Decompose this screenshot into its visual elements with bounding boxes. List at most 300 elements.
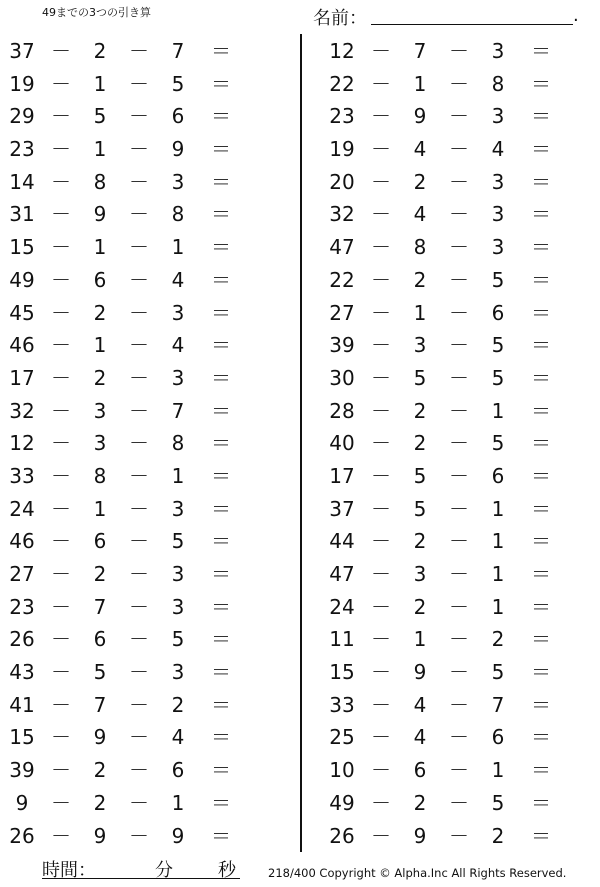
problem-row xyxy=(0,133,280,166)
minus-sign: － xyxy=(51,627,71,652)
equals-sign: ＝ xyxy=(531,660,551,685)
minus-sign: － xyxy=(129,463,149,488)
minus-sign: － xyxy=(51,398,71,423)
problem-row xyxy=(320,460,600,493)
minuend: 15 xyxy=(9,235,35,260)
problem-row xyxy=(0,100,280,133)
minus-sign: － xyxy=(129,431,149,456)
subtrahend-2: 5 xyxy=(491,365,505,390)
problem-row xyxy=(0,297,280,330)
problem-row xyxy=(320,689,600,722)
subtrahend-2: 3 xyxy=(491,104,505,129)
subtrahend-2: 5 xyxy=(171,627,185,652)
seconds-label: 秒 xyxy=(218,860,236,881)
equals-sign: ＝ xyxy=(531,823,551,848)
problem-row xyxy=(0,787,280,820)
equals-sign: ＝ xyxy=(531,235,551,260)
minuend: 17 xyxy=(329,463,355,488)
subtrahend-1: 4 xyxy=(413,692,427,717)
problem-row xyxy=(0,68,280,101)
minus-sign: － xyxy=(449,137,469,162)
subtrahend-2: 3 xyxy=(171,660,185,685)
subtrahend-2: 8 xyxy=(171,431,185,456)
problem-row xyxy=(320,623,600,656)
subtrahend-1: 9 xyxy=(93,725,107,750)
subtrahend-1: 2 xyxy=(413,529,427,554)
subtrahend-1: 7 xyxy=(93,594,107,619)
subtrahend-1: 3 xyxy=(413,333,427,358)
minus-sign: － xyxy=(51,431,71,456)
minus-sign: － xyxy=(371,398,391,423)
minuend: 12 xyxy=(329,39,355,63)
equals-sign: ＝ xyxy=(531,725,551,750)
minuend: 29 xyxy=(9,104,35,129)
minus-sign: － xyxy=(51,235,71,260)
minuend: 14 xyxy=(9,169,35,194)
subtrahend-1: 2 xyxy=(413,169,427,194)
minus-sign: － xyxy=(371,39,391,63)
minuend: 37 xyxy=(329,496,355,521)
problem-row xyxy=(0,264,280,297)
equals-sign: ＝ xyxy=(211,267,231,292)
subtrahend-1: 2 xyxy=(413,398,427,423)
minuend: 32 xyxy=(9,398,35,423)
minuend: 26 xyxy=(9,627,35,652)
minuend: 40 xyxy=(329,431,355,456)
subtrahend-2: 6 xyxy=(491,463,505,488)
equals-sign: ＝ xyxy=(531,169,551,194)
subtrahend-1: 8 xyxy=(93,463,107,488)
subtrahend-2: 8 xyxy=(171,202,185,227)
subtrahend-1: 1 xyxy=(93,71,107,96)
minus-sign: － xyxy=(371,365,391,390)
subtrahend-1: 2 xyxy=(93,300,107,325)
minus-sign: － xyxy=(449,104,469,129)
subtrahend-2: 3 xyxy=(491,169,505,194)
minus-sign: － xyxy=(449,267,469,292)
minus-sign: － xyxy=(449,39,469,63)
minus-sign: － xyxy=(51,594,71,619)
equals-sign: ＝ xyxy=(531,398,551,423)
subtrahend-1: 2 xyxy=(413,431,427,456)
problem-row xyxy=(0,721,280,754)
problem-row xyxy=(0,231,280,264)
minus-sign: － xyxy=(449,496,469,521)
problem-row xyxy=(320,133,600,166)
subtrahend-2: 6 xyxy=(171,758,185,783)
equals-sign: ＝ xyxy=(531,71,551,96)
subtrahend-1: 1 xyxy=(413,627,427,652)
minus-sign: － xyxy=(51,758,71,783)
minus-sign: － xyxy=(371,496,391,521)
minuend: 10 xyxy=(329,758,355,783)
minuend: 49 xyxy=(9,267,35,292)
minus-sign: － xyxy=(129,758,149,783)
problem-row xyxy=(320,591,600,624)
problem-row xyxy=(0,362,280,395)
equals-sign: ＝ xyxy=(211,365,231,390)
subtrahend-2: 4 xyxy=(171,267,185,292)
minus-sign: － xyxy=(371,333,391,358)
subtrahend-2: 1 xyxy=(491,496,505,521)
subtrahend-2: 3 xyxy=(171,496,185,521)
minus-sign: － xyxy=(51,300,71,325)
column-divider xyxy=(300,34,302,852)
equals-sign: ＝ xyxy=(531,300,551,325)
subtrahend-2: 5 xyxy=(171,71,185,96)
problem-row xyxy=(320,35,600,68)
subtrahend-2: 4 xyxy=(171,333,185,358)
problem-row xyxy=(0,329,280,362)
problem-row xyxy=(320,100,600,133)
problem-row xyxy=(320,721,600,754)
subtrahend-1: 5 xyxy=(413,463,427,488)
subtrahend-2: 1 xyxy=(171,235,185,260)
subtrahend-2: 1 xyxy=(491,398,505,423)
subtrahend-1: 3 xyxy=(93,398,107,423)
minus-sign: － xyxy=(371,300,391,325)
subtrahend-2: 6 xyxy=(491,725,505,750)
minus-sign: － xyxy=(449,529,469,554)
problem-row xyxy=(320,525,600,558)
minuend: 47 xyxy=(329,235,355,260)
subtrahend-2: 5 xyxy=(171,529,185,554)
problem-row xyxy=(0,198,280,231)
minuend: 32 xyxy=(329,202,355,227)
subtrahend-2: 1 xyxy=(491,758,505,783)
minus-sign: － xyxy=(129,169,149,194)
minus-sign: － xyxy=(51,202,71,227)
minus-sign: － xyxy=(129,823,149,848)
minus-sign: － xyxy=(449,71,469,96)
subtrahend-2: 9 xyxy=(171,137,185,162)
minuend: 17 xyxy=(9,365,35,390)
minus-sign: － xyxy=(129,692,149,717)
minuend: 49 xyxy=(329,790,355,815)
minus-sign: － xyxy=(449,725,469,750)
minus-sign: － xyxy=(449,365,469,390)
problem-row xyxy=(320,427,600,460)
minus-sign: － xyxy=(51,529,71,554)
minus-sign: － xyxy=(371,431,391,456)
minuend: 44 xyxy=(329,529,355,554)
subtrahend-1: 5 xyxy=(93,104,107,129)
minus-sign: － xyxy=(371,104,391,129)
minuend: 27 xyxy=(9,562,35,586)
minuend: 28 xyxy=(329,398,355,423)
left-problem-column xyxy=(0,35,280,852)
equals-sign: ＝ xyxy=(211,137,231,162)
minus-sign: － xyxy=(129,333,149,358)
problem-row xyxy=(0,558,280,591)
subtrahend-2: 7 xyxy=(171,398,185,423)
subtrahend-1: 9 xyxy=(93,202,107,227)
equals-sign: ＝ xyxy=(211,790,231,815)
minus-sign: － xyxy=(371,169,391,194)
minuend: 25 xyxy=(329,725,355,750)
minus-sign: － xyxy=(51,365,71,390)
minus-sign: － xyxy=(371,758,391,783)
subtrahend-1: 1 xyxy=(93,496,107,521)
subtrahend-2: 4 xyxy=(171,725,185,750)
minus-sign: － xyxy=(51,104,71,129)
subtrahend-2: 3 xyxy=(171,300,185,325)
subtrahend-1: 1 xyxy=(93,333,107,358)
equals-sign: ＝ xyxy=(531,627,551,652)
minuend: 24 xyxy=(329,594,355,619)
minus-sign: － xyxy=(129,627,149,652)
minutes-label: 分 xyxy=(155,860,173,881)
minus-sign: － xyxy=(51,660,71,685)
problem-row xyxy=(320,198,600,231)
problem-row xyxy=(320,493,600,526)
minus-sign: － xyxy=(51,169,71,194)
subtrahend-1: 5 xyxy=(93,660,107,685)
minus-sign: － xyxy=(129,202,149,227)
minus-sign: － xyxy=(51,790,71,815)
equals-sign: ＝ xyxy=(531,562,551,586)
problem-row xyxy=(320,754,600,787)
minuend: 23 xyxy=(9,137,35,162)
equals-sign: ＝ xyxy=(211,692,231,717)
minuend: 31 xyxy=(9,202,35,227)
minus-sign: － xyxy=(129,235,149,260)
subtrahend-2: 1 xyxy=(491,562,505,586)
minus-sign: － xyxy=(449,202,469,227)
equals-sign: ＝ xyxy=(211,660,231,685)
page-copyright: 218/400 Copyright © Alpha.Inc All Rights Reserved. xyxy=(268,866,567,880)
problem-row xyxy=(0,656,280,689)
subtrahend-1: 1 xyxy=(413,300,427,325)
subtrahend-2: 1 xyxy=(171,463,185,488)
equals-sign: ＝ xyxy=(531,333,551,358)
minus-sign: － xyxy=(129,267,149,292)
minuend: 9 xyxy=(15,790,29,815)
subtrahend-1: 1 xyxy=(93,137,107,162)
equals-sign: ＝ xyxy=(531,365,551,390)
equals-sign: ＝ xyxy=(211,594,231,619)
minus-sign: － xyxy=(129,365,149,390)
subtrahend-2: 9 xyxy=(171,823,185,848)
subtrahend-2: 6 xyxy=(491,300,505,325)
minuend: 20 xyxy=(329,169,355,194)
problem-row xyxy=(0,623,280,656)
problem-row xyxy=(320,231,600,264)
minus-sign: － xyxy=(51,692,71,717)
problem-row xyxy=(320,166,600,199)
minuend: 46 xyxy=(9,529,35,554)
equals-sign: ＝ xyxy=(531,39,551,63)
subtrahend-2: 3 xyxy=(491,39,505,63)
equals-sign: ＝ xyxy=(211,463,231,488)
subtrahend-2: 5 xyxy=(491,660,505,685)
minuend: 41 xyxy=(9,692,35,717)
minuend: 45 xyxy=(9,300,35,325)
subtrahend-1: 1 xyxy=(413,71,427,96)
problem-row xyxy=(320,820,600,853)
minus-sign: － xyxy=(51,823,71,848)
subtrahend-1: 2 xyxy=(93,758,107,783)
subtrahend-2: 3 xyxy=(171,594,185,619)
minuend: 19 xyxy=(329,137,355,162)
minus-sign: － xyxy=(449,660,469,685)
minus-sign: － xyxy=(129,594,149,619)
minus-sign: － xyxy=(129,137,149,162)
minus-sign: － xyxy=(51,39,71,63)
subtrahend-2: 1 xyxy=(491,594,505,619)
equals-sign: ＝ xyxy=(211,758,231,783)
minuend: 30 xyxy=(329,365,355,390)
minus-sign: － xyxy=(449,431,469,456)
equals-sign: ＝ xyxy=(531,529,551,554)
minus-sign: － xyxy=(371,725,391,750)
name-write-line xyxy=(371,24,573,25)
minus-sign: － xyxy=(129,71,149,96)
minuend: 15 xyxy=(9,725,35,750)
subtrahend-1: 2 xyxy=(413,594,427,619)
equals-sign: ＝ xyxy=(531,431,551,456)
subtrahend-1: 2 xyxy=(93,562,107,586)
problem-row xyxy=(320,395,600,428)
problem-row xyxy=(320,362,600,395)
minus-sign: － xyxy=(371,823,391,848)
right-problem-column xyxy=(320,35,600,852)
minus-sign: － xyxy=(51,496,71,521)
subtrahend-1: 7 xyxy=(413,39,427,63)
problem-row xyxy=(0,754,280,787)
subtrahend-1: 5 xyxy=(413,365,427,390)
equals-sign: ＝ xyxy=(211,104,231,129)
minuend: 11 xyxy=(329,627,355,652)
minuend: 33 xyxy=(329,692,355,717)
subtrahend-1: 2 xyxy=(413,267,427,292)
equals-sign: ＝ xyxy=(211,562,231,586)
minus-sign: － xyxy=(51,725,71,750)
worksheet-title: 49までの3つの引き算 xyxy=(42,6,151,19)
equals-sign: ＝ xyxy=(211,39,231,63)
equals-sign: ＝ xyxy=(531,137,551,162)
minuend: 46 xyxy=(9,333,35,358)
minus-sign: － xyxy=(129,496,149,521)
equals-sign: ＝ xyxy=(531,790,551,815)
problem-row xyxy=(0,820,280,853)
minus-sign: － xyxy=(371,562,391,586)
subtrahend-2: 3 xyxy=(171,365,185,390)
equals-sign: ＝ xyxy=(211,496,231,521)
minuend: 39 xyxy=(329,333,355,358)
name-end-dot: . xyxy=(573,5,579,26)
subtrahend-1: 3 xyxy=(93,431,107,456)
subtrahend-2: 2 xyxy=(491,823,505,848)
minus-sign: － xyxy=(449,333,469,358)
minuend: 24 xyxy=(9,496,35,521)
subtrahend-2: 1 xyxy=(491,529,505,554)
subtrahend-1: 3 xyxy=(413,562,427,586)
minuend: 39 xyxy=(9,758,35,783)
minus-sign: － xyxy=(129,300,149,325)
subtrahend-2: 5 xyxy=(491,790,505,815)
minus-sign: － xyxy=(371,71,391,96)
problem-row xyxy=(320,787,600,820)
minus-sign: － xyxy=(129,660,149,685)
problem-row xyxy=(0,395,280,428)
subtrahend-1: 7 xyxy=(93,692,107,717)
minus-sign: － xyxy=(449,692,469,717)
minuend: 26 xyxy=(329,823,355,848)
minus-sign: － xyxy=(371,627,391,652)
minus-sign: － xyxy=(449,627,469,652)
subtrahend-1: 2 xyxy=(93,365,107,390)
subtrahend-1: 6 xyxy=(93,267,107,292)
problem-row xyxy=(0,427,280,460)
subtrahend-1: 2 xyxy=(413,790,427,815)
problem-row xyxy=(320,297,600,330)
minuend: 43 xyxy=(9,660,35,685)
minuend: 37 xyxy=(9,39,35,63)
subtrahend-2: 5 xyxy=(491,431,505,456)
equals-sign: ＝ xyxy=(211,300,231,325)
minus-sign: － xyxy=(129,529,149,554)
subtrahend-2: 7 xyxy=(491,692,505,717)
minus-sign: － xyxy=(449,398,469,423)
minus-sign: － xyxy=(51,562,71,586)
subtrahend-1: 1 xyxy=(93,235,107,260)
subtrahend-2: 6 xyxy=(171,104,185,129)
minus-sign: － xyxy=(129,725,149,750)
minuend: 23 xyxy=(9,594,35,619)
equals-sign: ＝ xyxy=(531,496,551,521)
problem-row xyxy=(320,68,600,101)
minuend: 19 xyxy=(9,71,35,96)
subtrahend-1: 4 xyxy=(413,137,427,162)
time-label: 時間： xyxy=(42,860,96,881)
minus-sign: － xyxy=(449,169,469,194)
subtrahend-2: 4 xyxy=(491,137,505,162)
minuend: 47 xyxy=(329,562,355,586)
equals-sign: ＝ xyxy=(211,529,231,554)
minus-sign: － xyxy=(371,660,391,685)
subtrahend-1: 6 xyxy=(93,529,107,554)
subtrahend-2: 1 xyxy=(171,790,185,815)
equals-sign: ＝ xyxy=(211,627,231,652)
equals-sign: ＝ xyxy=(531,202,551,227)
minus-sign: － xyxy=(371,529,391,554)
problem-row xyxy=(0,591,280,624)
equals-sign: ＝ xyxy=(211,169,231,194)
minuend: 26 xyxy=(9,823,35,848)
minuend: 27 xyxy=(329,300,355,325)
equals-sign: ＝ xyxy=(211,725,231,750)
subtrahend-1: 2 xyxy=(93,39,107,63)
subtrahend-2: 3 xyxy=(171,169,185,194)
equals-sign: ＝ xyxy=(531,594,551,619)
subtrahend-1: 6 xyxy=(413,758,427,783)
subtrahend-2: 5 xyxy=(491,333,505,358)
minus-sign: － xyxy=(371,235,391,260)
minus-sign: － xyxy=(371,790,391,815)
minus-sign: － xyxy=(449,594,469,619)
minus-sign: － xyxy=(129,104,149,129)
minus-sign: － xyxy=(371,137,391,162)
minus-sign: － xyxy=(51,333,71,358)
subtrahend-2: 2 xyxy=(491,627,505,652)
subtrahend-2: 3 xyxy=(171,562,185,586)
subtrahend-1: 9 xyxy=(413,660,427,685)
minuend: 22 xyxy=(329,71,355,96)
minus-sign: － xyxy=(371,594,391,619)
subtrahend-1: 5 xyxy=(413,496,427,521)
minus-sign: － xyxy=(449,463,469,488)
